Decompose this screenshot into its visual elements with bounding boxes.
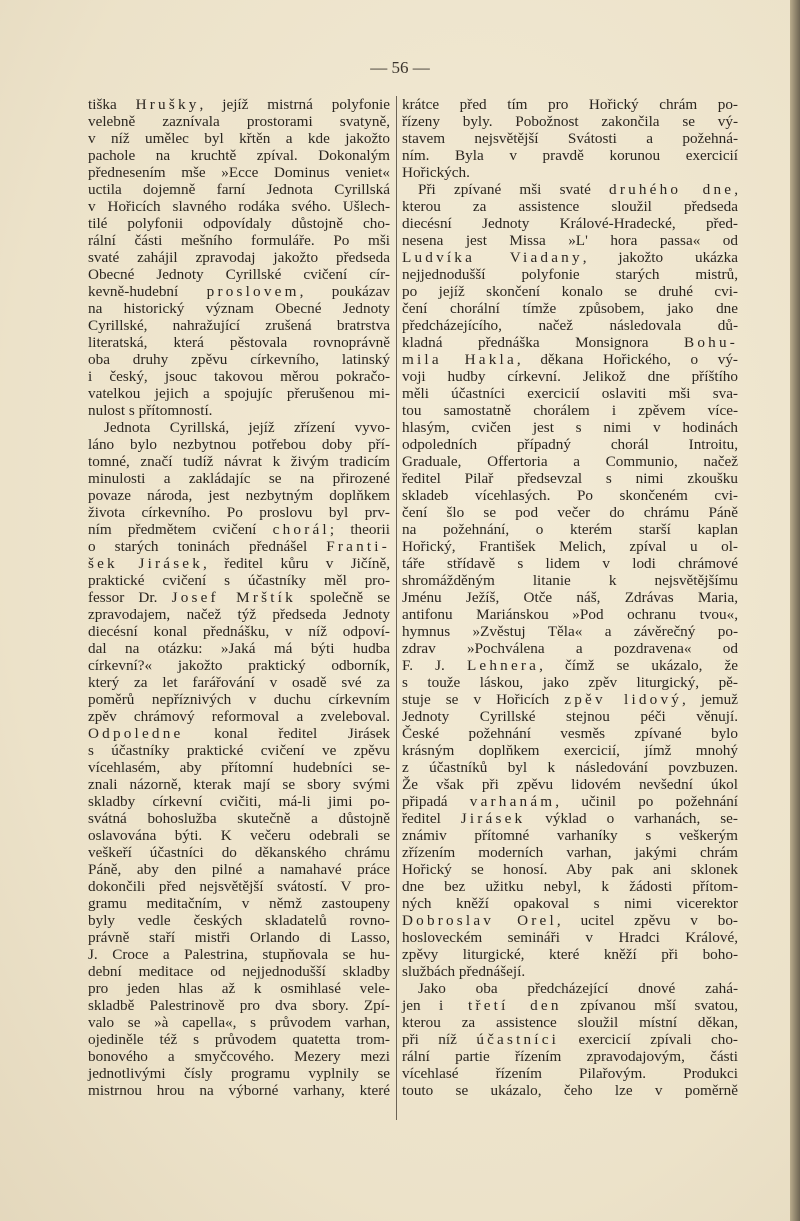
spaced-emphasis: Bohu- [684,334,738,351]
text-line: Jako oba předcházející dnové zahá- [418,980,738,997]
spaced-emphasis: Franti- [326,538,390,555]
text-segment: tiška [88,96,136,113]
text-line: mistrnou hrou na výborné varhany, které [88,1082,390,1099]
text-line: krásným doplňkem exercicií, jímž mnohý [402,742,738,759]
text-line: rální části mešního formuláře. Po mši [88,232,390,249]
text-line: známiv přítomné varhaníky s veškerým [402,827,738,844]
text-line [88,725,390,742]
text-line: poměrů nepříznivých v duchu církevním [88,691,390,708]
text-line: literatská, která pěstovala rovnoprávně [88,334,390,351]
text-line: s účastníky praktické cvičení ve zpěvu [88,742,390,759]
text-line: skladeb vícehlasých. Po skončeném cvi- [402,487,738,504]
text-line: odpoledních případný chorál Introitu, [402,436,738,453]
text-segment: kevně-hudební [88,283,207,300]
text-line: praktické cvičení s účastníky měl pro- [88,572,390,589]
text-segment: , jejíž mistrná polyfonie [199,96,390,113]
text-segment: společně se [295,589,390,606]
text-line: velebně zaznívala prostorami svatyně, [88,113,390,130]
text-line: antifonu Mariánskou »Pod ochranu tvou«, [402,606,738,623]
text-segment: , [734,181,738,198]
text-line: ojediněle též s průvodem quatetta trom- [88,1031,390,1048]
text-line: pro jeden hlas až k osmihlasé vele- [88,980,390,997]
text-segment: , učinil po požehnání [555,793,739,810]
spaced-emphasis: Lehnera [466,657,540,674]
text-line: vícehlasém, aby přítomní hudebníci se- [88,759,390,776]
text-segment: připadá [402,793,470,810]
text-line: hosloveckém semináři v Hradci Králové, [402,929,738,946]
text-line [402,249,738,266]
text-line: ředitel Pilař předsevzal s nimi zkoušku [402,470,738,487]
spaced-emphasis: varhanám [469,793,556,810]
text-segment: , ucitel zpěvu v bo- [556,912,738,929]
text-line: měli účastníci exercicií oslaviti mši sva- [402,385,738,402]
text-line: čení chorální tímže způsobem, jako dne [402,300,738,317]
text-line: vatelkou jejich a spojujíc přerušenou mi- [88,385,390,402]
text-segment: exercicií zpívali cho- [559,1031,738,1048]
text-line: Hořický, František Melich, zpíval u ol- [402,538,738,555]
spaced-emphasis: šek Jirásek [88,555,204,572]
text-line: v Hořicích slavného rodáka svého. Ušlech- [88,198,390,215]
spaced-emphasis: účastníci [476,1031,560,1048]
text-segment: konal ředitel Jirásek [183,725,390,742]
text-line: církevní?« jakožto praktický odborník, [88,657,390,674]
column-divider [396,96,397,1120]
text-segment: , jemuž [682,691,739,708]
text-segment: fessor Dr. [88,589,172,606]
text-line: krátce před tím pro Hořický chrám po- [402,96,738,113]
text-line: života církevního. Po proslovu byl prv- [88,504,390,521]
text-segment: , děkana Hořického, o vý- [516,351,738,368]
text-line [88,538,390,555]
text-line: po jejíž skončení konalo se druhé cvi- [402,283,738,300]
text-segment: , ředitel kůru v Jičíně, [203,555,390,572]
left-column [88,96,390,1099]
text-line: právně staří mistři Orlando di Lasso, [88,929,390,946]
spaced-emphasis: Ludvíka Viadany [402,249,583,266]
spaced-emphasis: chorál [272,521,330,538]
spaced-emphasis: i třetí den [438,997,562,1014]
text-line: touto se ukázalo, čeho lze v poměrně [402,1082,738,1099]
text-line: J. Croce a Palestrina, stupňovala se hu- [88,946,390,963]
page-edge [790,0,800,1221]
text-line: s touže láskou, jako zpěv liturgický, pě- [402,674,738,691]
spaced-emphasis: Hrušky [135,96,200,113]
text-line: voji hudby církevní. Jelikož dne příštího [402,368,738,385]
text-line: Hořických. [402,164,470,181]
text-line: hymnus »Zvěstuj Těla« a závěrečný po- [402,623,738,640]
text-line: službách přednášejí. [402,963,526,980]
text-line [88,283,390,300]
spaced-emphasis: druhého dne [609,181,735,198]
text-segment: , čímž se ukázalo, že [539,657,739,674]
text-line: gramu meditačním, v němž zastoupeny [88,895,390,912]
text-segment: jen [402,997,439,1014]
text-line: Že však při zpěvu lidovém nevšední úkol [402,776,738,793]
text-line: oba druhy zpěvu církevního, latinský [88,351,390,368]
text-line: znali názorně, kterak mají se sbory svými [88,776,390,793]
text-line: který za let farářování v osadě své za [88,674,390,691]
text-line [402,810,738,827]
text-segment: ním předmětem cvičení [88,521,273,538]
text-line: zdrav »Pochválena a pozdravena« od [402,640,738,657]
text-segment: Při zpívané mši svaté [418,181,610,198]
text-line: na požehnání, o kterém starší kaplan [402,521,738,538]
text-line: ním. Byla v pravdě korunou exercicií [402,147,738,164]
text-segment: ; theorii [329,521,390,538]
text-line [402,351,738,368]
text-segment: F. J. [402,657,467,674]
text-line: svátná bohoslužba skutečně a důstojně [88,810,390,827]
text-line: Hořický se honosí. Aby pak ani sklonek [402,861,738,878]
text-line: nulost s přítomností. [88,402,213,419]
text-line: tilé polyfonii odpovídaly důstojně cho- [88,215,390,232]
page-number: — 56 — [370,58,430,77]
text-line: valo se »à capella«, s průvodem varhan, [88,1014,390,1031]
text-line [88,555,390,572]
text-line [402,793,738,810]
spaced-emphasis: Dobroslav Orel [402,912,557,929]
text-segment: zpívanou mší svatou, [561,997,738,1014]
text-segment: ředitel [402,810,461,827]
text-line: nesena jest Missa »L' hora passa« od [402,232,738,249]
text-line [402,912,738,929]
text-segment: při níž [402,1031,477,1048]
spaced-emphasis: proslovem [206,283,300,300]
spaced-emphasis: Jirásek [460,810,526,827]
text-line: z účastníků byl k následování povzbuzen. [402,759,738,776]
text-segment: , jakožto ukázka [582,249,738,266]
text-line: přednesením mše »Ecce Dominus veniet« [88,164,390,181]
text-line: zpěvy liturgické, které kněží při boho- [402,946,738,963]
text-line: minulosti a zakládajíc se na přirozené [88,470,390,487]
text-line [402,691,738,708]
text-line: vícehlasé řízením Pilařovým. Produkci [402,1065,738,1082]
spaced-emphasis: Josef Mrštík [171,589,296,606]
text-line: skladbě Palestrinově pro dva sbory. Zpí- [88,997,390,1014]
text-line: předcházejícího, načež následovala dů- [402,317,738,334]
text-line [402,657,738,674]
text-line: na historický význam Obecné Jednoty [88,300,390,317]
text-line [402,997,738,1014]
text-segment: kladná přednáška Monsignora [402,334,685,351]
spaced-emphasis: zpěv lidový [564,691,683,708]
text-line: Cyrillské, nahražující zrušená bratrstva [88,317,390,334]
text-line: dne bez užitku nebyl, k žádosti přítom- [402,878,738,895]
text-line: nejjednodušší polyfonie starých mistrů, [402,266,738,283]
text-line: diecésní Jednoty Králové-Hradecké, před- [402,215,738,232]
text-line: tomné, značí tudíž návrat k živým tradicím [88,453,390,470]
text-line [88,589,390,606]
text-line: svaté zahájil zpravodaj jakožto předseda [88,249,390,266]
text-line: dební meditace od nejjednodušší skladby [88,963,390,980]
text-line: čení šlo se pod večer do chrámu Páně [402,504,738,521]
text-segment: o starých toninách přednášel [88,538,327,555]
text-line: byly vedle českých skladatelů rovno- [88,912,390,929]
text-line: České požehnání vesměs zpívané bylo [402,725,738,742]
text-line: Jednoty Cyrillské stejnou péči věnují. [402,708,738,725]
text-line: bonového a smyčcového. Mezery mezi [88,1048,390,1065]
text-line: zřízením moderních varhan, jakými chrám [402,844,738,861]
text-segment: stuje se v Hořicích [402,691,565,708]
text-line: i český, jsouc takovou měrou pokračo- [88,368,390,385]
text-line: uctila dojemně farní Jednota Cyrillská [88,181,390,198]
text-line: veškeří účastníci do děkanského chrámu [88,844,390,861]
text-line: jednotlivými čísly programu vyplnily se [88,1065,390,1082]
text-line: zpěv chrámový reformoval a zveleboval. [88,708,390,725]
text-line: Jednota Cyrillská, jejíž zřízení vyvo- [104,419,390,436]
text-line: v níž umělec byl křtěn a kde jakožto [88,130,390,147]
text-line: povaze národa, jest nezbytným doplňkem [88,487,390,504]
text-line: kterou za assistence sloužil místní děkan, [402,1014,738,1031]
text-line: dal na otázku: »Jaká má býti hudba [88,640,390,657]
text-line: stavem nejsvětější Svátosti a požehná- [402,130,738,147]
text-line: oslavována býti. K večeru odebrali se [88,827,390,844]
text-line: ných kněží opakoval s nimi vicerektor [402,895,738,912]
text-line: Páně, aby den pilné a namahavé práce [88,861,390,878]
text-line: shromážděným litanie k nejsvětějšímu [402,572,738,589]
text-line: táře střídavě s lidem v lodi chrámové [402,555,738,572]
text-segment: , poukázav [299,283,390,300]
text-segment: výklad o varhanách, se- [525,810,738,827]
text-line: rální partie řízením zpravodajovým, části [402,1048,738,1065]
text-line: dokončili před nejsvětější svátostí. V pro- [88,878,390,895]
text-line: skladby církevní cvičiti, má-li jimi po- [88,793,390,810]
text-line: tou samostatně chorálem i zpěvem více- [402,402,738,419]
spaced-emphasis: mila Hakla [402,351,517,368]
text-line [402,181,738,198]
text-line: diecésní konal přednášku, v níž odpoví- [88,623,390,640]
text-line: Graduale, Offertoria a Communio, načež [402,453,738,470]
text-line: kterou za assistence sloužil předseda [402,198,738,215]
text-line [88,521,390,538]
text-line: Obecné Jednoty Cyrillské cvičení cír- [88,266,390,283]
spaced-emphasis: Odpoledne [88,725,184,742]
text-line [402,1031,738,1048]
text-line [402,334,738,351]
text-line: hlasým, cvičen jest s nimi v hodinách [402,419,738,436]
text-line: láno bylo nezbytnou potřebou doby pří- [88,436,390,453]
text-line: řízeny byly. Pobožnost zakončila se vý- [402,113,738,130]
text-line: zpravodajem, načež týž předseda Jednoty [88,606,390,623]
text-line: pachole na kruchtě zpíval. Dokonalým [88,147,390,164]
right-column [402,96,738,1099]
text-line [88,96,390,113]
text-line: Jménu Ježíš, Otče náš, Zdrávas Maria, [402,589,738,606]
